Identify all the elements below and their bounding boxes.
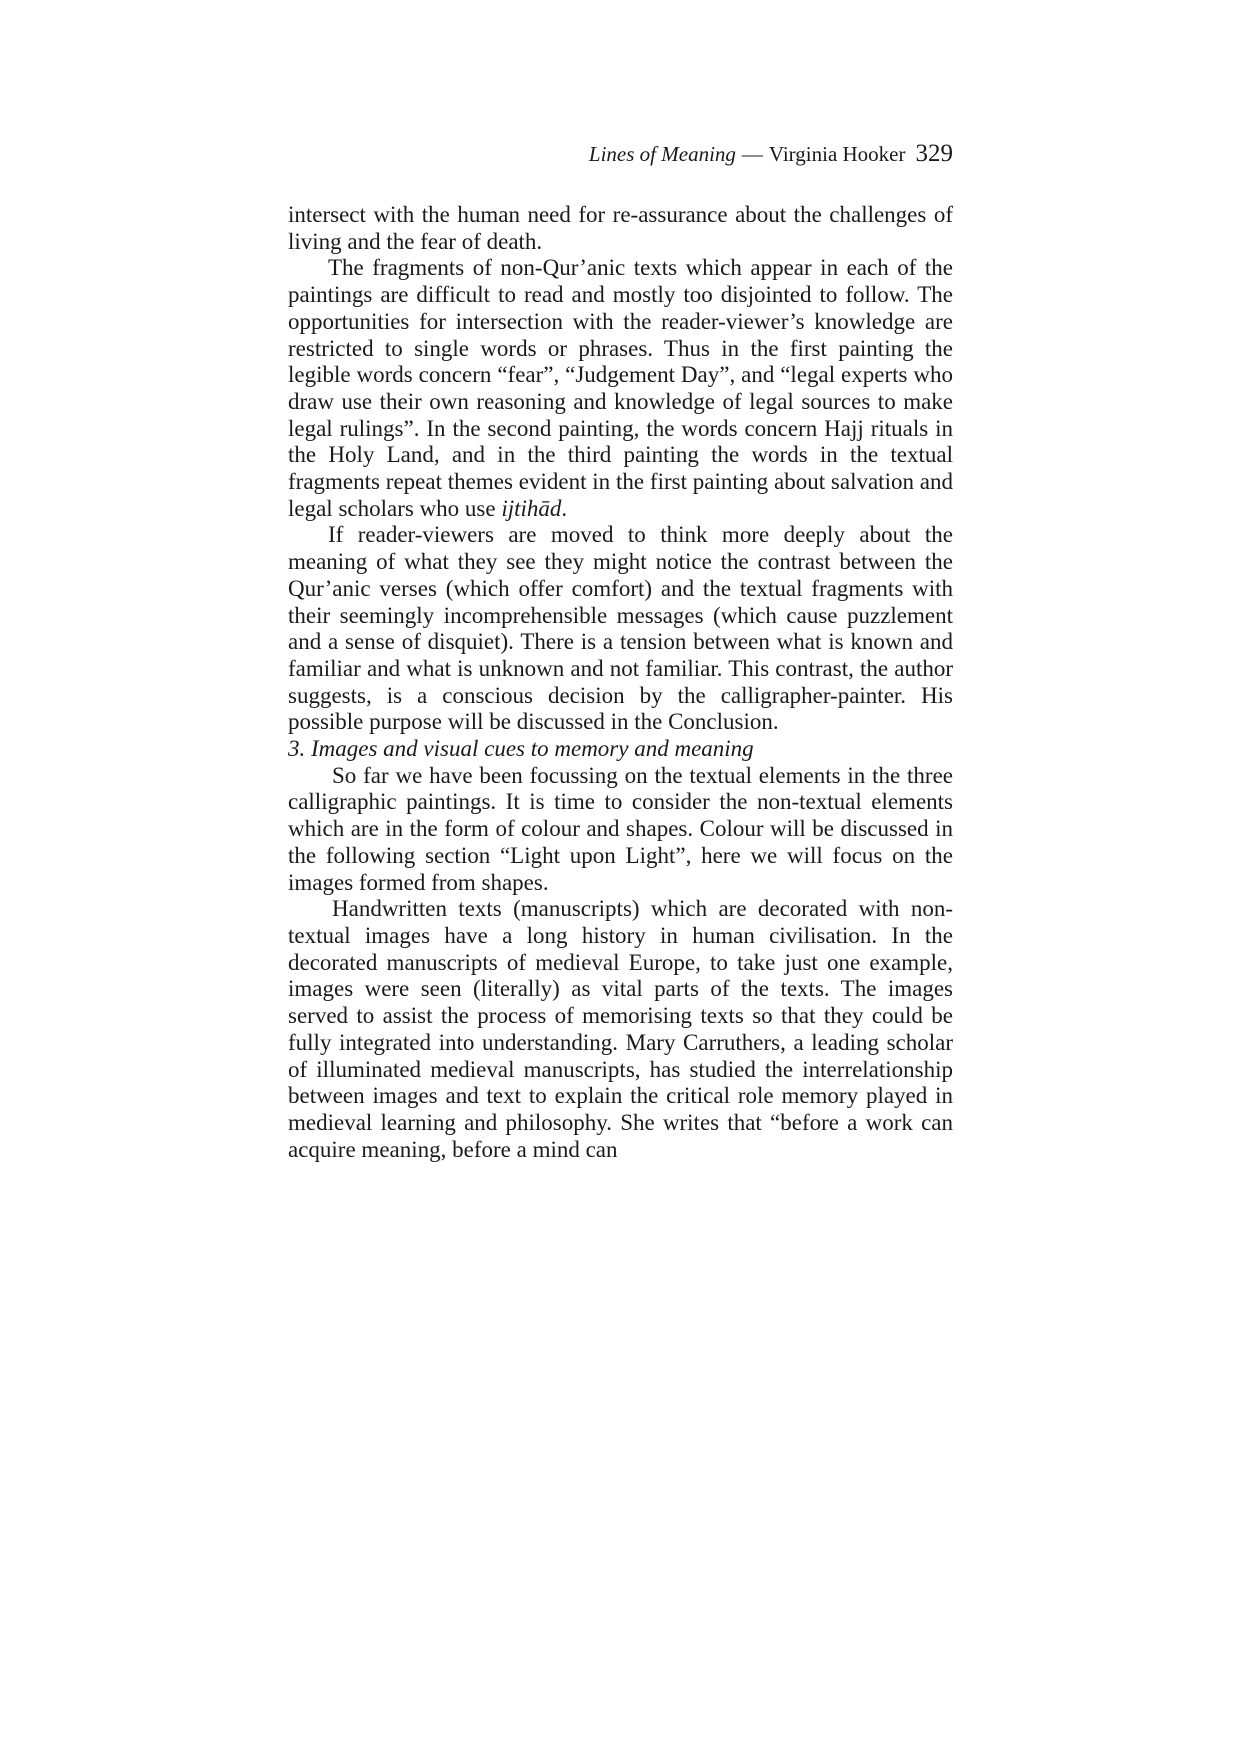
- italic-term: ijtihād: [501, 495, 562, 521]
- body-text: [288, 202, 953, 1163]
- paragraph-continued: [288, 202, 953, 255]
- running-head: [288, 140, 953, 168]
- running-head-title: Lines of Meaning: [588, 142, 736, 166]
- paragraph-text: intersect with the human need for re-assurance about the challenges of living and the fear of death.: [288, 202, 953, 254]
- paragraph-text: Handwritten texts (manuscripts) which are decorated with non-textual images have a long history in human civilisation. In the decorated manuscripts of medieval Europe, to take just one example, images were seen (literally) as vital parts of the texts. The images served to assist the process of memorising texts so that they could be fully integrated into understanding. Mary Carruthers, a leading scholar of illuminated medieval manuscripts, has studied the interrelationship between images and text to explain the critical role memory played in medieval learning and philosophy. She writes that “before a work can acquire meaning, before a mind can: [288, 896, 953, 1162]
- paragraph-tail: .: [561, 495, 568, 521]
- running-head-dash: —: [741, 142, 763, 166]
- paragraph-fragments: [288, 255, 953, 522]
- paragraph-text: If reader-viewers are moved to think more deeply about the meaning of what they see they might notice the contrast between the Qur’anic verses (which offer comfort) and the textual fragments with their seemingly incomprehensible messages (which cause puzzlement and a sense of disquiet). There is a tension between what is known and familiar and what is unknown and not familiar. This contrast, the author suggests, is a conscious decision by the calligrapher-painter. His possible purpose will be discussed in the Conclusion.: [288, 522, 953, 735]
- paragraph-text: The fragments of non-Qur’anic texts which appear in each of the paintings are difficult to read and mostly too disjointed to follow. The opportunities for intersection with the reader-viewer’s knowledge are restricted to single words or phrases. Thus in the first painting the legible words concern “fear”, “Judgement Day”, and “legal experts who draw use their own reasoning and knowledge of legal sources to make legal rulings”. In the second painting, the words concern Hajj rituals in the Holy Land, and in the third painting the words in the textual fragments repeat themes evident in the first painting about salvation and legal scholars who use: [288, 255, 953, 521]
- paragraph-text: So far we have been focussing on the textual elements in the three calligraphic paintings. It is time to consider the non-textual elements which are in the form of colour and shapes. Colour will be discussed in the following section “Light upon Light”, here we will focus on the images formed from shapes.: [288, 762, 953, 895]
- page-number: 329: [915, 140, 953, 167]
- running-head-author: Virginia Hooker: [768, 142, 906, 166]
- section-paragraph: [288, 763, 953, 897]
- section-paragraph: [288, 896, 953, 1163]
- paragraph-contrast: [288, 522, 953, 736]
- section-heading: 3. Images and visual cues to memory and meaning: [288, 736, 754, 762]
